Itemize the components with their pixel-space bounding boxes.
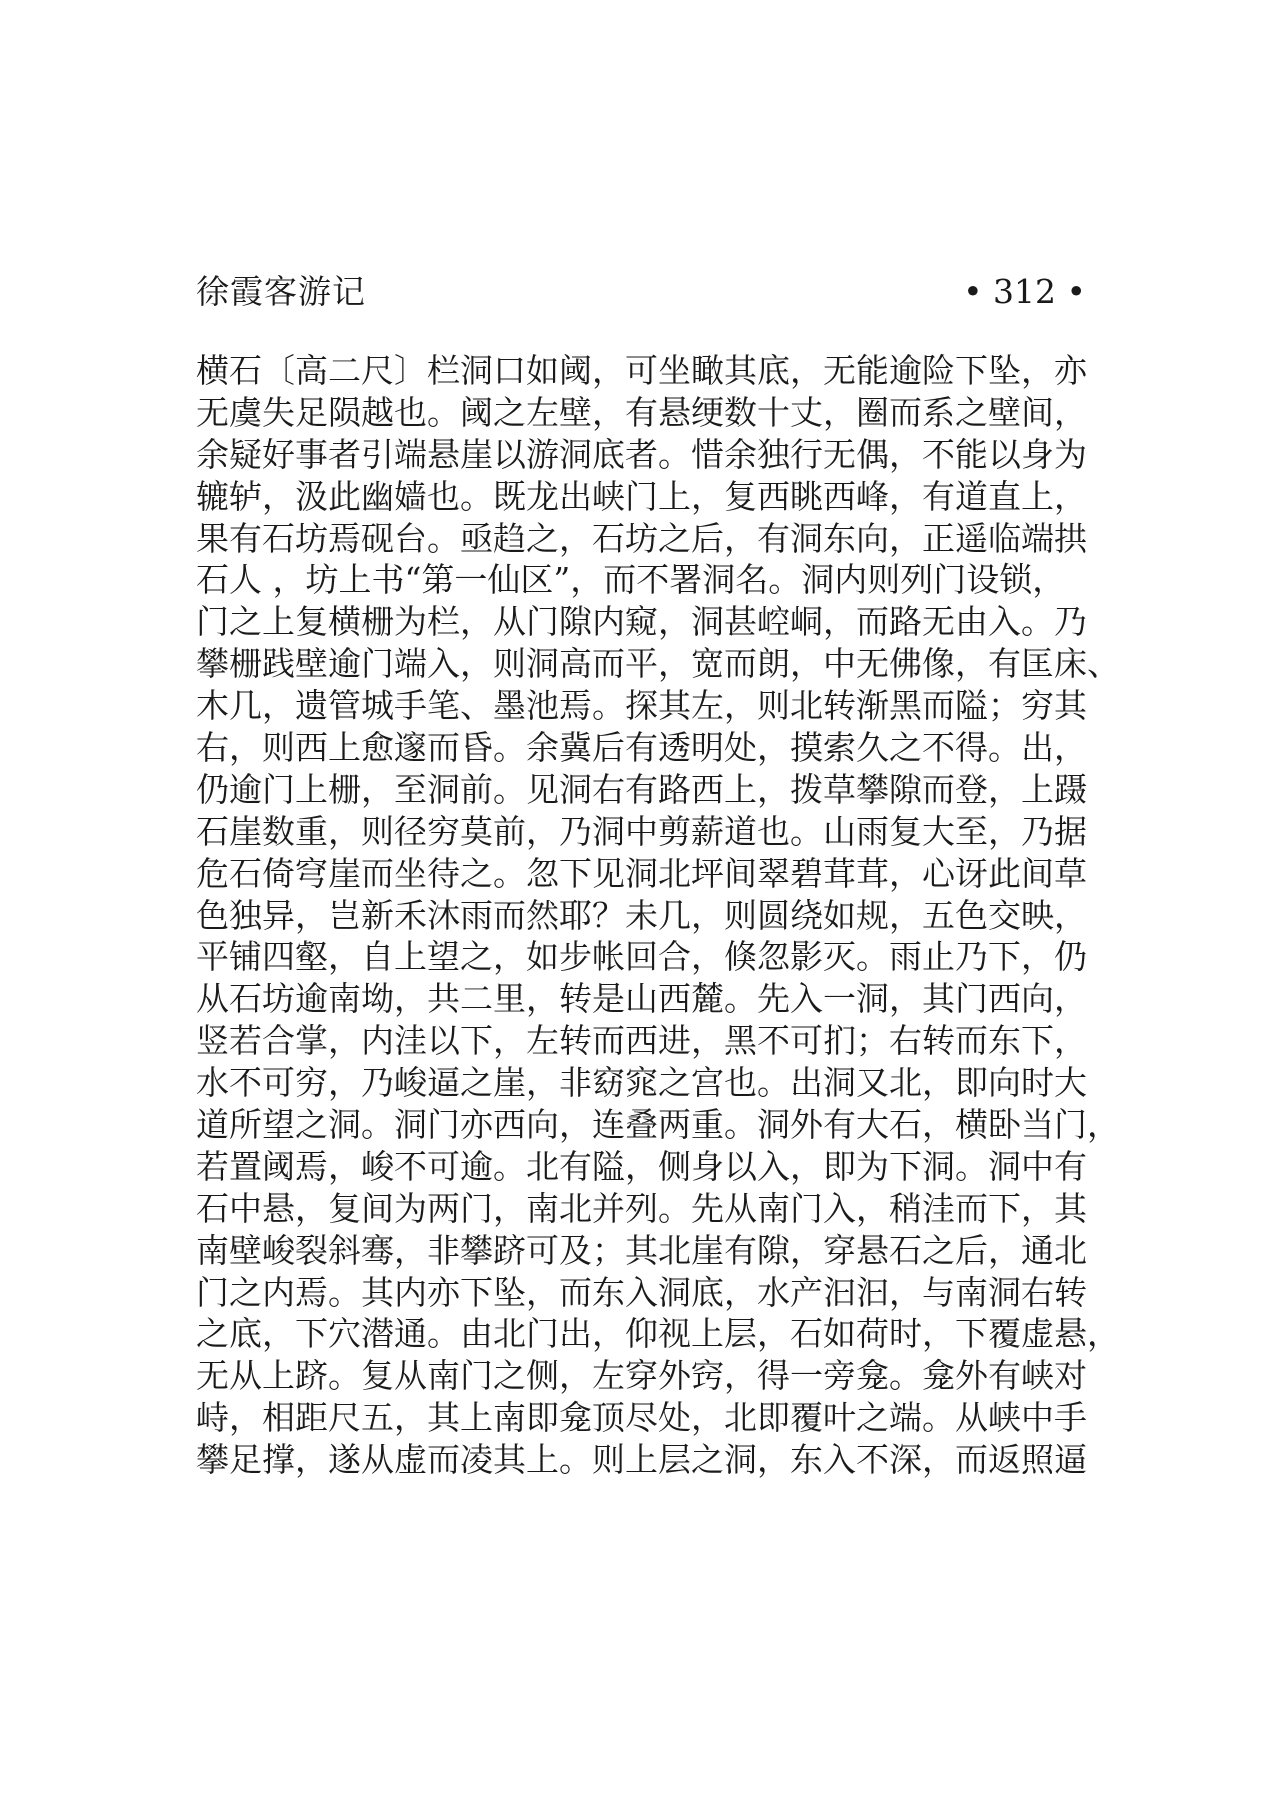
text-line: 南壁峻裂斜骞，非攀跻可及；其北崖有隙，穿悬石之后，通北 (196, 1230, 1087, 1270)
text-line: 石人 ，坊上书“第一仙区”，而不署洞名。洞内则列门设锁， (196, 560, 1066, 600)
text-line: 木几，遗管城手笔、墨池焉。探其左，则北转渐黑而隘；穷其 (196, 686, 1087, 726)
text-line: 果有石坊焉砚台。亟趋之，石坊之后，有洞东向，正遥临端拱 (196, 518, 1087, 558)
text-line: 仍逾门上栅，至洞前。见洞右有路西上，拨草攀隙而登，上蹑 (196, 769, 1087, 809)
book-title: 徐霞客游记 (196, 272, 366, 311)
text-line: 无虞失足陨越也。阈之左壁，有悬绠数十丈，圈而系之壁间， (196, 392, 1087, 432)
body-text (196, 350, 1126, 1481)
text-line: 从石坊逾南坳，共二里，转是山西麓。先入一洞，其门西向， (196, 979, 1087, 1019)
text-line: 之底，下穴潜通。由北门出，仰视上层，石如荷时，下覆虚悬， (196, 1314, 1120, 1354)
page-number: • 312 • (963, 272, 1086, 311)
text-line: 石崖数重，则径穷莫前，乃洞中剪薪道也。山雨复大至，乃据 (196, 811, 1087, 851)
text-line: 横石〔高二尺〕栏洞口如阈，可坐瞰其底，无能逾险下坠，亦 (196, 351, 1087, 390)
text-line: 无从上跻。复从南门之侧，左穿外窍，得一旁龛。龛外有峡对 (196, 1356, 1087, 1396)
text-line: 道所望之洞。洞门亦西向，连叠两重。洞外有大石，横卧当门， (196, 1105, 1120, 1145)
text-line: 余疑好事者引端悬崖以游洞底者。惜余独行无偶，不能以身为 (196, 434, 1087, 474)
text-line: 石中悬，复间为两门，南北并列。先从南门入，稍洼而下，其 (196, 1188, 1087, 1228)
text-line: 攀足撑，遂从虚而凌其上。则上层之洞，东入不深，而返照逼 (196, 1440, 1087, 1480)
text-line: 平铺四壑，自上望之，如步帐回合，倏忽影灭。雨止乃下，仍 (196, 937, 1087, 977)
text-line: 危石倚穹崖而坐待之。忽下见洞北坪间翠碧茸茸，心讶此间草 (196, 853, 1087, 893)
text-line: 门之上复横栅为栏，从门隙内窥，洞甚崆峒，而路无由入。乃 (196, 602, 1087, 642)
text-line: 竖若合掌，内洼以下，左转而西进，黑不可扪；右转而东下， (196, 1021, 1087, 1061)
text-line: 门之内焉。其内亦下坠，而东入洞底，水产汩汩，与南洞右转 (196, 1272, 1087, 1312)
text-line: 水不可穷，乃峻逼之崖，非窈窕之宫也。出洞又北，即向时大 (196, 1063, 1087, 1103)
text-line: 峙，相距尺五，其上南即龛顶尽处，北即覆叶之端。从峡中手 (196, 1398, 1087, 1438)
running-head (196, 268, 1086, 316)
text-line: 色独异，岂新禾沐雨而然耶？未几，则圆绕如规，五色交映， (196, 895, 1087, 935)
text-line: 辘轳，汲此幽嫱也。既龙出峡门上，复西眺西峰，有道直上， (196, 476, 1087, 516)
text-line: 攀栅践壁逾门端入，则洞高而平，宽而朗，中无佛像，有匡床、 (196, 644, 1120, 684)
text-line: 若置阈焉，峻不可逾。北有隘，侧身以入，即为下洞。洞中有 (196, 1146, 1087, 1186)
text-line: 右，则西上愈邃而昏。余冀后有透明处，摸索久之不得。出， (196, 728, 1087, 768)
